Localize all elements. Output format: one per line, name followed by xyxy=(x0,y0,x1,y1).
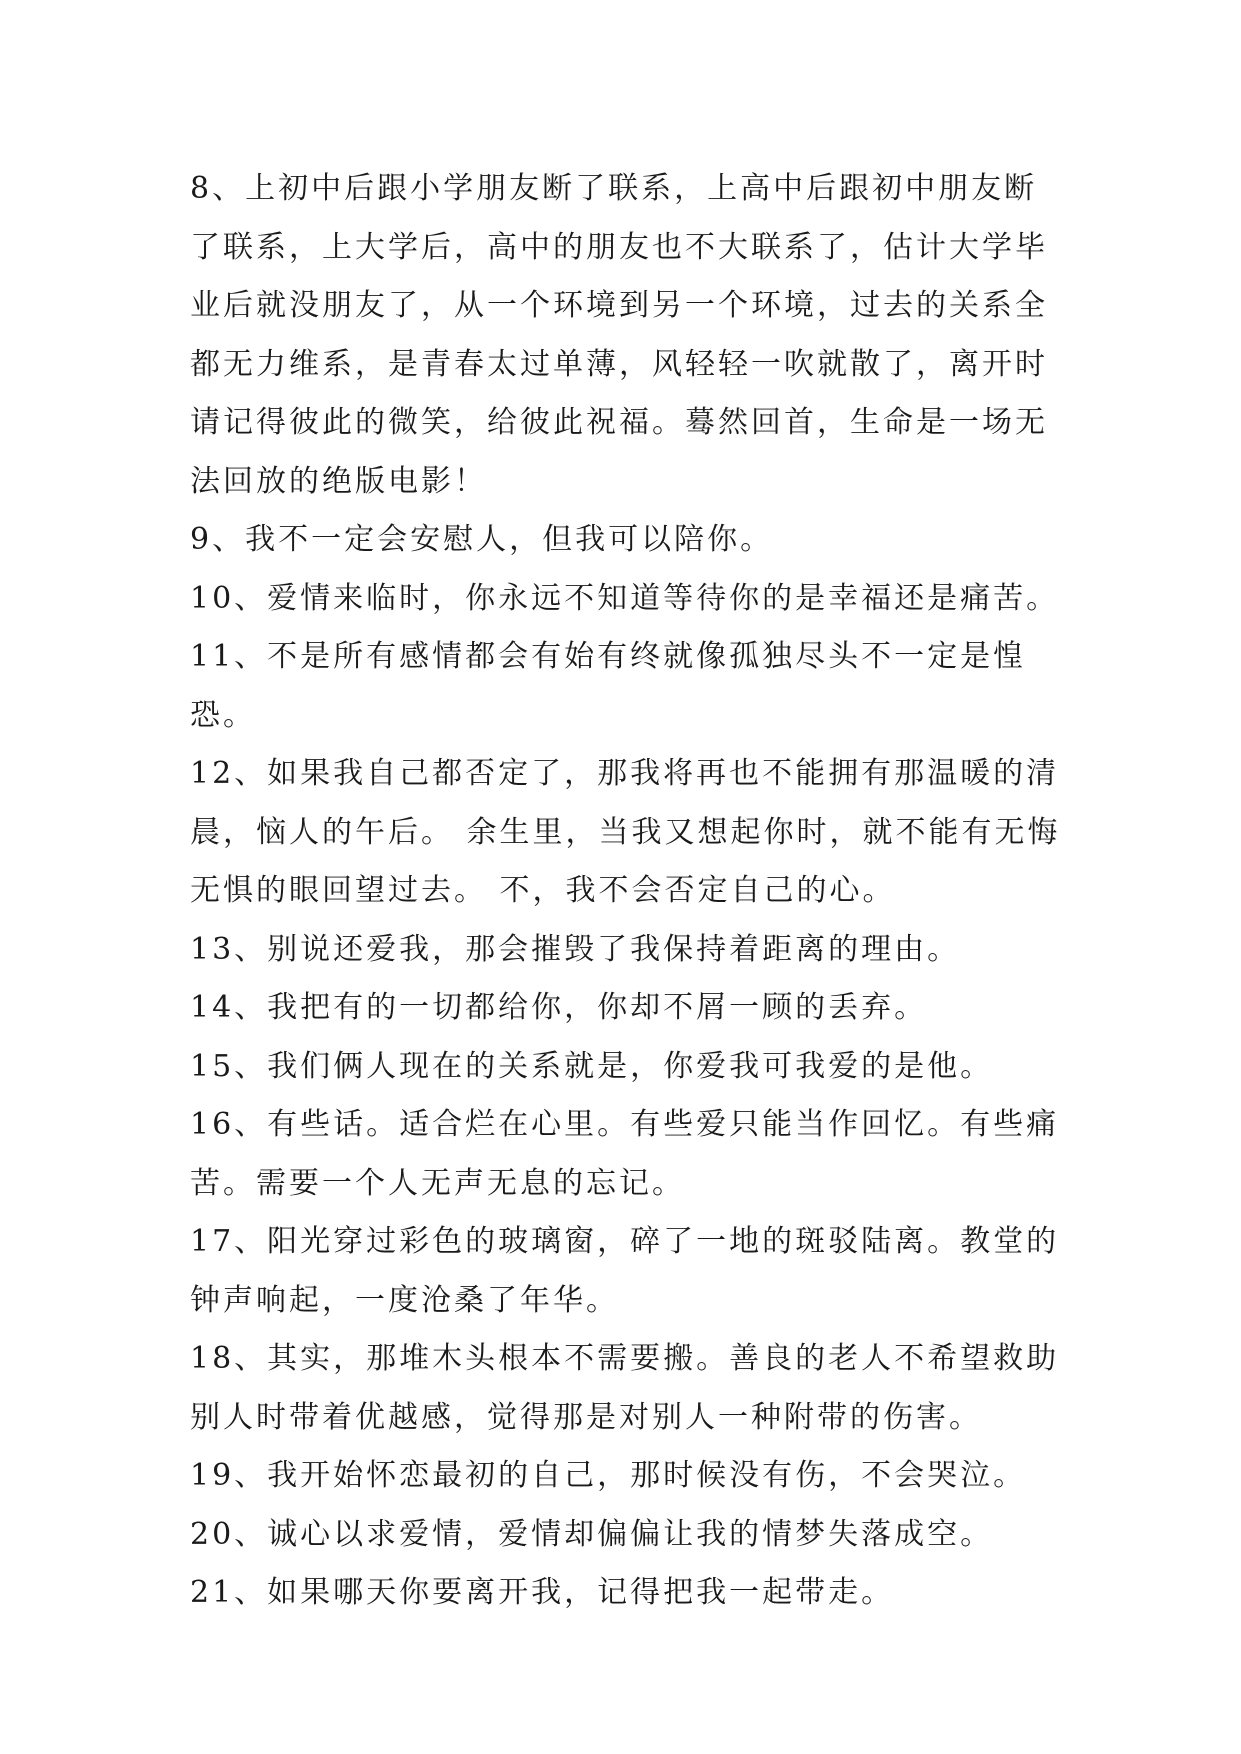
paragraph-20: 20、诚心以求爱情，爱情却偏偏让我的情梦失落成空。 xyxy=(190,1516,994,1552)
paragraph-11: 11、不是所有感情都会有始有终就像孤独尽头不一定是惶恐。 xyxy=(190,639,1027,733)
paragraph-9: 9、我不一定会安慰人，但我可以陪你。 xyxy=(190,522,774,557)
paragraph-19: 19、我开始怀恋最初的自己，那时候没有伤，不会哭泣。 xyxy=(190,1458,1027,1493)
paragraph-13: 13、别说还爱我，那会摧毁了我保持着距离的理由。 xyxy=(190,931,961,967)
paragraph-14: 14、我把有的一切都给你，你却不屑一顾的丢弃。 xyxy=(190,990,928,1025)
paragraph-15: 15、我们俩人现在的关系就是，你爱我可我爱的是他。 xyxy=(190,1048,994,1084)
document-body xyxy=(190,160,1070,1623)
paragraph-17: 17、阳光穿过彩色的玻璃窗，碎了一地的斑驳陆离。教堂的钟声响起，一度沧桑了年华。 xyxy=(190,1224,1060,1318)
paragraph-16: 16、有些话。适合烂在心里。有些爱只能当作回忆。有些痛苦。需要一个人无声无息的忘记。 xyxy=(190,1107,1060,1201)
paragraph-8: 8、上初中后跟小学朋友断了联系，上高中后跟初中朋友断了联系，上大学后，高中的朋友也不大联系了，估计大学毕业后就没朋友了，从一个环境到另一个环境，过去的关系全都无力维系，是青春太过单薄，风轻轻一吹就散了，离开时请记得彼此的微笑，给彼此祝福。蓦然回首，生命是一场无法回放的绝版电影！ xyxy=(190,171,1048,499)
paragraph-10: 10、爱情来临时，你永远不知道等待你的是幸福还是痛苦。 xyxy=(190,580,1060,616)
paragraph-18: 18、其实，那堆木头根本不需要搬。善良的老人不希望救助别人时带着优越感，觉得那是对别人一种附带的伤害。 xyxy=(190,1341,1060,1435)
paragraph-12: 12、如果我自己都否定了，那我将再也不能拥有那温暖的清晨，恼人的午后。 余生里，当我又想起你时，就不能有无悔无惧的眼回望过去。 不，我不会否定自己的心。 xyxy=(190,756,1061,908)
paragraph-21: 21、如果哪天你要离开我，记得把我一起带走。 xyxy=(190,1575,895,1610)
